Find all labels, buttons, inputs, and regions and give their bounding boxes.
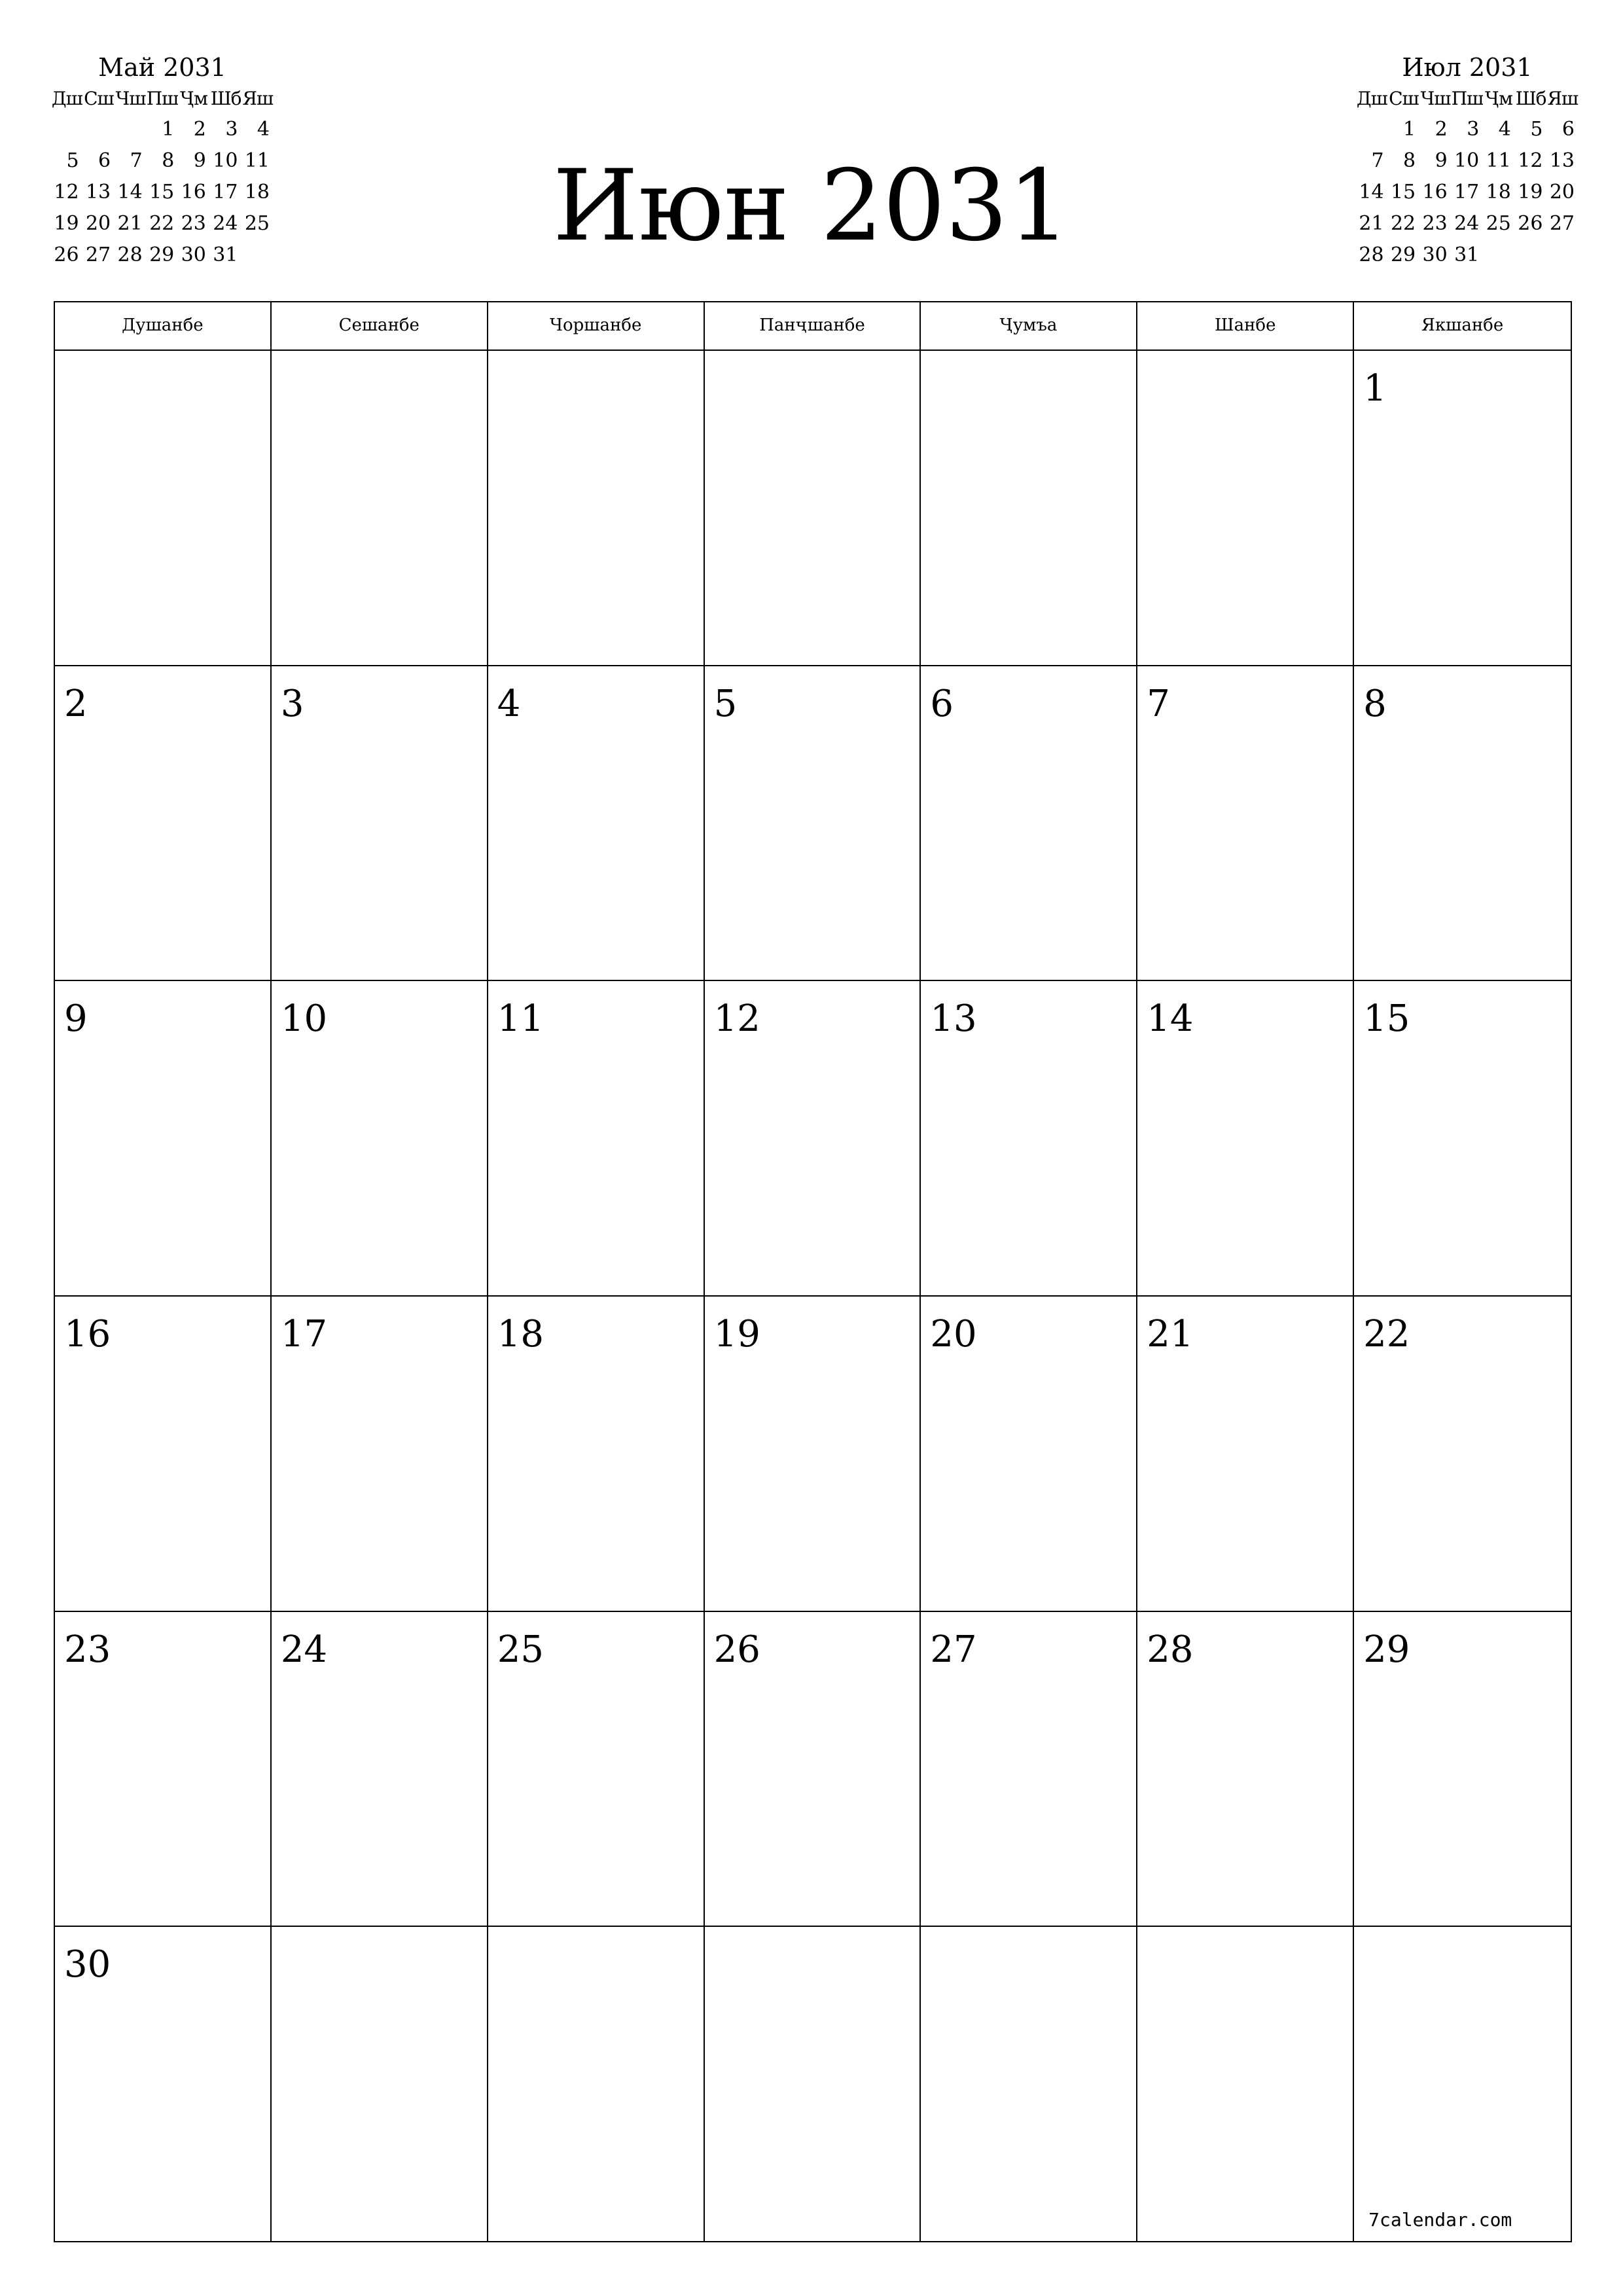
mini-day: 17 bbox=[1454, 181, 1480, 204]
mini-day: 16 bbox=[1422, 181, 1448, 204]
day-cell[interactable] bbox=[921, 1927, 1137, 2242]
day-cell[interactable] bbox=[272, 981, 488, 1297]
day-cell[interactable] bbox=[921, 1297, 1137, 1612]
mini-day: 10 bbox=[213, 149, 238, 172]
mini-day: 11 bbox=[1486, 149, 1511, 172]
day-number: 22 bbox=[1363, 1312, 1410, 1355]
day-number: 26 bbox=[713, 1628, 760, 1671]
mini-day bbox=[1515, 240, 1547, 271]
day-number: 5 bbox=[713, 682, 738, 725]
mini-day: 26 bbox=[1518, 212, 1543, 235]
mini-weekday: Ҷм bbox=[181, 88, 207, 109]
day-number: 7 bbox=[1147, 682, 1170, 725]
day-number: 25 bbox=[497, 1628, 544, 1671]
day-cell[interactable] bbox=[488, 981, 705, 1297]
mini-day: 3 bbox=[1467, 118, 1480, 141]
day-cell[interactable] bbox=[1354, 666, 1571, 982]
mini-weekday: Пш bbox=[1451, 88, 1484, 109]
mini-day: 18 bbox=[244, 181, 270, 204]
credit-text: 7calendar.com bbox=[1368, 2208, 1512, 2231]
mini-day: 9 bbox=[1435, 149, 1448, 172]
day-number: 12 bbox=[713, 997, 760, 1041]
day-cell[interactable] bbox=[488, 351, 705, 666]
mini-weekday: Сш bbox=[1389, 88, 1419, 109]
mini-day: 23 bbox=[181, 212, 206, 235]
day-number: 28 bbox=[1147, 1628, 1194, 1671]
mini-day: 25 bbox=[244, 212, 270, 235]
day-cell[interactable] bbox=[1137, 666, 1354, 982]
mini-day: 10 bbox=[1454, 149, 1480, 172]
mini-day: 31 bbox=[213, 243, 238, 266]
day-cell[interactable] bbox=[272, 1927, 488, 2242]
day-cell[interactable] bbox=[272, 666, 488, 982]
day-cell[interactable] bbox=[55, 1927, 272, 2242]
day-cell[interactable] bbox=[705, 1612, 921, 1928]
mini-week-row bbox=[1356, 208, 1578, 240]
mini-day: 6 bbox=[1561, 118, 1575, 141]
day-cell[interactable] bbox=[488, 1297, 705, 1612]
day-number: 29 bbox=[1363, 1628, 1410, 1671]
mini-day: 13 bbox=[1549, 149, 1575, 172]
mini-weekday: Ҷм bbox=[1486, 88, 1512, 109]
day-cell[interactable] bbox=[1137, 351, 1354, 666]
day-number: 23 bbox=[64, 1628, 111, 1671]
weekday-header: Якшанбе bbox=[1421, 315, 1504, 335]
weekday-header: Панҷшанбе bbox=[705, 302, 921, 350]
mini-day: 30 bbox=[181, 243, 206, 266]
mini-day: 24 bbox=[213, 212, 238, 235]
mini-day: 11 bbox=[244, 149, 270, 172]
day-cell[interactable] bbox=[1354, 351, 1571, 666]
weekday-header: Чоршанбе bbox=[488, 302, 705, 350]
day-cell[interactable] bbox=[921, 1612, 1137, 1928]
mini-weekday: Яш bbox=[242, 88, 274, 109]
weekday-header: Душанбе bbox=[55, 302, 272, 350]
day-number: 15 bbox=[1363, 997, 1410, 1041]
mini-calendar-weekdays bbox=[1356, 84, 1578, 114]
mini-day: 5 bbox=[1530, 118, 1543, 141]
mini-day: 19 bbox=[1518, 181, 1543, 204]
mini-day: 27 bbox=[85, 243, 111, 266]
day-number: 17 bbox=[280, 1312, 328, 1355]
mini-calendar-title: Июл 2031 bbox=[1402, 53, 1533, 82]
mini-calendar-title: Май 2031 bbox=[98, 53, 226, 82]
mini-day: 29 bbox=[1390, 243, 1416, 266]
mini-day: 20 bbox=[85, 212, 111, 235]
mini-week-row bbox=[1356, 114, 1578, 145]
day-cell[interactable] bbox=[1137, 1612, 1354, 1928]
day-cell[interactable] bbox=[55, 1297, 272, 1612]
mini-day: 25 bbox=[1486, 212, 1511, 235]
weekday-header-row bbox=[55, 302, 1571, 351]
mini-calendar-days bbox=[1356, 114, 1578, 271]
day-cell[interactable] bbox=[55, 666, 272, 982]
day-number: 19 bbox=[713, 1312, 760, 1355]
month-grid bbox=[54, 301, 1572, 2242]
mini-weekday: Пш bbox=[146, 88, 179, 109]
day-cell[interactable] bbox=[272, 1297, 488, 1612]
day-cell[interactable] bbox=[488, 1612, 705, 1928]
day-number: 8 bbox=[1363, 682, 1387, 725]
mini-day: 15 bbox=[149, 181, 175, 204]
day-cell[interactable] bbox=[1354, 1612, 1571, 1928]
day-cell[interactable] bbox=[1354, 1927, 1571, 2242]
mini-day: 23 bbox=[1422, 212, 1448, 235]
day-number: 24 bbox=[280, 1628, 328, 1671]
day-number: 2 bbox=[64, 682, 88, 725]
day-number: 14 bbox=[1147, 997, 1194, 1041]
day-cell[interactable] bbox=[55, 1612, 272, 1928]
day-number: 3 bbox=[280, 682, 304, 725]
mini-week-row bbox=[1356, 240, 1578, 271]
day-cell[interactable] bbox=[272, 351, 488, 666]
mini-day: 7 bbox=[1371, 149, 1384, 172]
day-cell[interactable] bbox=[1137, 981, 1354, 1297]
month-days bbox=[55, 351, 1571, 2242]
mini-day: 1 bbox=[1403, 118, 1416, 141]
mini-weekday: Чш bbox=[115, 88, 146, 109]
mini-day: 29 bbox=[149, 243, 175, 266]
mini-day: 7 bbox=[130, 149, 143, 172]
mini-day: 3 bbox=[225, 118, 238, 141]
day-cell[interactable] bbox=[55, 981, 272, 1297]
day-cell[interactable] bbox=[55, 351, 272, 666]
day-cell[interactable] bbox=[921, 981, 1137, 1297]
day-number: 30 bbox=[64, 1943, 111, 1986]
mini-day: 30 bbox=[1422, 243, 1448, 266]
mini-day: 17 bbox=[213, 181, 238, 204]
mini-day: 16 bbox=[181, 181, 206, 204]
mini-calendar-next-month bbox=[1356, 51, 1578, 271]
mini-day bbox=[1356, 114, 1388, 145]
mini-weekday: Чш bbox=[1420, 88, 1451, 109]
mini-day: 26 bbox=[54, 243, 79, 266]
day-number: 27 bbox=[930, 1628, 977, 1671]
day-number: 13 bbox=[930, 997, 977, 1041]
mini-weekday: Яш bbox=[1547, 88, 1578, 109]
mini-calendar-weekdays bbox=[51, 84, 274, 114]
weekday-header: Сешанбе bbox=[272, 302, 488, 350]
mini-day: 4 bbox=[1498, 118, 1511, 141]
mini-day: 21 bbox=[117, 212, 143, 235]
mini-weekday: Шб bbox=[1515, 88, 1546, 109]
day-number: 18 bbox=[497, 1312, 544, 1355]
mini-weekday: Шб bbox=[210, 88, 241, 109]
mini-weekday: Дш bbox=[51, 88, 82, 109]
mini-day: 12 bbox=[54, 181, 79, 204]
weekday-header: Шанбе bbox=[1137, 302, 1354, 350]
mini-day: 2 bbox=[193, 118, 206, 141]
day-cell[interactable] bbox=[1137, 1297, 1354, 1612]
mini-weekday: Дш bbox=[1356, 88, 1387, 109]
day-number: 11 bbox=[497, 997, 544, 1041]
mini-day: 28 bbox=[117, 243, 143, 266]
mini-day bbox=[1483, 240, 1515, 271]
mini-day: 18 bbox=[1486, 181, 1511, 204]
mini-day: 24 bbox=[1454, 212, 1480, 235]
mini-day: 1 bbox=[162, 118, 175, 141]
mini-day: 28 bbox=[1359, 243, 1384, 266]
day-cell[interactable] bbox=[1137, 1927, 1354, 2242]
mini-day: 8 bbox=[1403, 149, 1416, 172]
day-cell[interactable] bbox=[1354, 1297, 1571, 1612]
day-number: 20 bbox=[930, 1312, 977, 1355]
day-cell[interactable] bbox=[488, 666, 705, 982]
day-cell[interactable] bbox=[272, 1612, 488, 1928]
mini-day: 5 bbox=[66, 149, 79, 172]
mini-day: 20 bbox=[1549, 181, 1575, 204]
day-number: 6 bbox=[930, 682, 954, 725]
weekday-header: Ҷумъа bbox=[921, 302, 1137, 350]
page-title: Июн 2031 bbox=[552, 149, 1071, 263]
mini-day: 6 bbox=[98, 149, 111, 172]
mini-day: 2 bbox=[1435, 118, 1448, 141]
day-number: 16 bbox=[64, 1312, 111, 1355]
day-number: 21 bbox=[1147, 1312, 1194, 1355]
day-cell[interactable] bbox=[705, 666, 921, 982]
mini-weekday: Сш bbox=[84, 88, 114, 109]
day-cell[interactable] bbox=[488, 1927, 705, 2242]
day-cell[interactable] bbox=[921, 351, 1137, 666]
day-cell[interactable] bbox=[705, 1927, 921, 2242]
mini-day: 4 bbox=[257, 118, 270, 141]
mini-day: 9 bbox=[193, 149, 206, 172]
mini-day: 13 bbox=[85, 181, 111, 204]
mini-day bbox=[1546, 240, 1578, 271]
mini-day: 27 bbox=[1549, 212, 1575, 235]
mini-day: 8 bbox=[162, 149, 175, 172]
day-number: 9 bbox=[64, 997, 88, 1041]
mini-week-row bbox=[1356, 177, 1578, 208]
day-cell[interactable] bbox=[921, 666, 1137, 982]
mini-day: 31 bbox=[1454, 243, 1480, 266]
mini-day: 14 bbox=[117, 181, 143, 204]
mini-week-row bbox=[1356, 145, 1578, 177]
day-cell[interactable] bbox=[705, 981, 921, 1297]
mini-day: 15 bbox=[1390, 181, 1416, 204]
mini-day: 22 bbox=[1390, 212, 1416, 235]
day-number: 10 bbox=[280, 997, 328, 1041]
mini-day: 14 bbox=[1359, 181, 1384, 204]
mini-day: 19 bbox=[54, 212, 79, 235]
mini-day: 22 bbox=[149, 212, 175, 235]
day-number: 1 bbox=[1363, 367, 1387, 410]
day-cell[interactable] bbox=[1354, 981, 1571, 1297]
mini-day: 21 bbox=[1359, 212, 1384, 235]
mini-day: 12 bbox=[1518, 149, 1543, 172]
day-cell[interactable] bbox=[705, 1297, 921, 1612]
day-cell[interactable] bbox=[705, 351, 921, 666]
day-number: 4 bbox=[497, 682, 521, 725]
